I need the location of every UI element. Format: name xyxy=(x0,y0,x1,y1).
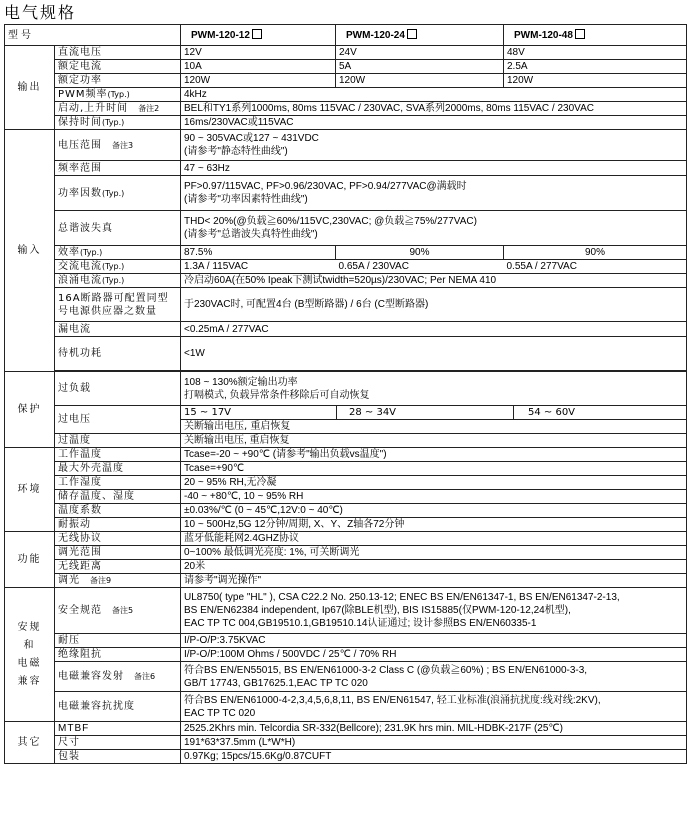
item-label: 温度系数 xyxy=(55,504,181,518)
spec-row xyxy=(5,176,687,211)
spec-row xyxy=(5,116,687,130)
category-others: 其它 xyxy=(5,722,55,764)
checkbox-icon xyxy=(575,29,585,39)
value-cell xyxy=(181,406,687,434)
item-label: 耐振动 xyxy=(55,518,181,532)
value-line: GB/T 17743, GB17625.1,EAC TP TC 020 xyxy=(184,677,368,689)
item-label xyxy=(55,260,181,274)
value-cell: 120W xyxy=(504,74,687,88)
spec-row xyxy=(5,462,687,476)
value-cell: 0~100% 最低调光亮度: 1%, 可关断调光 xyxy=(181,546,687,560)
item-note: 备注5 xyxy=(112,606,134,615)
item-label-text: 效率 xyxy=(58,247,80,258)
spec-row xyxy=(5,736,687,750)
category-line: 电磁 xyxy=(17,657,42,669)
item-label: 工作湿度 xyxy=(55,476,181,490)
value-cell: 0.97Kg; 15pcs/15.6Kg/0.87CUFT xyxy=(181,750,687,764)
item-label xyxy=(55,274,181,288)
item-label xyxy=(55,288,181,322)
value-line: PF>0.97/115VAC, PF>0.96/230VAC, PF>0.94/277VAC@满载时 xyxy=(184,181,467,192)
value-cell: 10A xyxy=(181,60,336,74)
value-cell: 0.65A / 230VAC xyxy=(336,260,504,274)
value-cell: 1.3A / 115VAC xyxy=(181,260,336,274)
value-cell: 87.5% xyxy=(181,246,336,260)
value-line: EAC TP TC 004,GB19510.1,GB19510.14认证通过; 设计参照BS EN/EN60335-1 xyxy=(184,618,537,629)
spec-row xyxy=(5,648,687,662)
value-cell xyxy=(181,176,687,211)
value-line: 关断输出电压, 重启恢复 xyxy=(184,421,291,432)
value-cell: 4kHz xyxy=(181,88,687,102)
item-label-text: 安全规范 xyxy=(58,605,102,616)
value-cell: 16ms/230VAC或115VAC xyxy=(181,116,687,130)
model-name xyxy=(181,25,336,46)
value-cell: 48V xyxy=(504,46,687,60)
value-line: 符合BS EN/EN55015, BS EN/EN61000-3-2 Class C (@负载≧60%) ; BS EN/EN61000-3-3, xyxy=(184,664,588,676)
item-suffix: (Typ.) xyxy=(107,90,130,99)
item-label-text: 保持时间 xyxy=(58,117,102,128)
value-cell: 20 ~ 95% RH,无冷凝 xyxy=(181,476,687,490)
item-label: 直流电压 xyxy=(55,46,181,60)
item-label: 待机功耗 xyxy=(55,337,181,371)
value-cell: I/P-O/P:100M Ohms / 500VDC / 25℃ / 70% RH xyxy=(181,648,687,662)
spec-row xyxy=(5,46,687,60)
item-label: 总谐波失真 xyxy=(55,211,181,246)
value-cell: 24V xyxy=(336,46,504,60)
item-label-text: 调光 xyxy=(58,575,80,586)
spec-row xyxy=(5,211,687,246)
item-label: 额定功率 xyxy=(55,74,181,88)
spec-row xyxy=(5,448,687,462)
category-safety-emc xyxy=(5,588,55,722)
item-label-text: 浪涌电流 xyxy=(58,275,102,286)
spec-row xyxy=(5,750,687,764)
value-cell xyxy=(181,588,687,634)
value-cell: I/P-O/P:3.75KVAC xyxy=(181,634,687,648)
spec-row xyxy=(5,372,687,406)
spec-row xyxy=(5,532,687,546)
model-header-row xyxy=(5,25,687,46)
spec-row xyxy=(5,588,687,634)
item-note: 备注2 xyxy=(138,104,160,113)
page-title: 电气规格 xyxy=(4,3,77,22)
value-line: (请参考"功率因素特性曲线") xyxy=(184,194,308,205)
item-label-text: 启动,上升时间 xyxy=(58,103,129,114)
value-cell: 2.5A xyxy=(504,60,687,74)
value-cell: Tcase=-20 ~ +90℃ (请参考"输出负载vs温度") xyxy=(181,448,687,462)
checkbox-icon xyxy=(252,29,262,39)
category-function: 功能 xyxy=(5,532,55,588)
value-cell: Tcase=+90℃ xyxy=(181,462,687,476)
item-label xyxy=(55,88,181,102)
item-label xyxy=(55,130,181,161)
spec-row xyxy=(5,337,687,371)
value-cell: 0.55A / 277VAC xyxy=(504,260,687,274)
spec-row xyxy=(5,274,687,288)
item-label: 储存温度、湿度 xyxy=(55,490,181,504)
value-cell: 12V xyxy=(181,46,336,60)
value-cell: 120W xyxy=(181,74,336,88)
spec-row xyxy=(5,88,687,102)
item-label-text: 功率因数 xyxy=(58,187,102,199)
item-label-line: 号电源供应器之数量 xyxy=(58,305,157,317)
value-line: EAC TP TC 020 xyxy=(184,707,256,719)
value-cell: 191*63*37.5mm (L*W*H) xyxy=(181,736,687,750)
item-label-line: 16A断路器可配置同型 xyxy=(58,292,169,304)
item-label: 无线距离 xyxy=(55,560,181,574)
spec-row xyxy=(5,161,687,176)
value-cell: 蓝牙低能耗网2.4GHZ协议 xyxy=(181,532,687,546)
item-label: 最大外壳温度 xyxy=(55,462,181,476)
value-cell: <0.25mA / 277VAC xyxy=(181,322,687,337)
category-line: 和 xyxy=(23,639,36,651)
value-cell: ±0.03%/℃ (0 ~ 45℃,12V:0 ~ 40℃) xyxy=(181,504,687,518)
item-label: 过电压 xyxy=(55,406,181,434)
spec-row xyxy=(5,74,687,88)
category-protection: 保护 xyxy=(5,372,55,448)
spec-row xyxy=(5,504,687,518)
item-label xyxy=(55,574,181,588)
value-cell: 20米 xyxy=(181,560,687,574)
item-suffix: (Typ.) xyxy=(102,262,125,271)
value-cell: 冷启动60A(在50% Ipeak下测试twidth=520µs)/230VAC; Per NEMA 410 xyxy=(181,274,687,288)
spec-row xyxy=(5,246,687,260)
item-note: 备注9 xyxy=(90,576,112,585)
value-line: THD< 20%(@负载≧60%/115VC,230VAC; @负载≧75%/277VAC) xyxy=(184,216,477,227)
checkbox-icon xyxy=(407,29,417,39)
spec-row xyxy=(5,574,687,588)
value-line: 108 ~ 130%额定输出功率 xyxy=(184,376,298,388)
item-label: MTBF xyxy=(55,722,181,736)
spec-row xyxy=(5,130,687,161)
category-line: 安规 xyxy=(17,621,42,633)
model-name xyxy=(504,25,687,46)
item-label-text: 电压范围 xyxy=(58,139,102,151)
value-cell: 关断输出电压, 重启恢复 xyxy=(181,434,687,448)
ovp-value: 15 ~ 17V xyxy=(181,406,337,419)
value-cell: BEL和TY1系列1000ms, 80ms 115VAC / 230VAC, SVA系列2000ms, 80ms 115VAC / 230VAC xyxy=(181,102,687,116)
model-name-text: PWM-120-12 xyxy=(191,29,250,41)
spec-row xyxy=(5,260,687,274)
spec-row xyxy=(5,476,687,490)
spec-row xyxy=(5,560,687,574)
category-output: 输出 xyxy=(5,46,55,130)
item-label-text: 电磁兼容发射 xyxy=(58,671,124,682)
item-label xyxy=(55,102,181,116)
value-cell xyxy=(181,372,687,406)
item-label xyxy=(55,662,181,692)
category-environment: 环境 xyxy=(5,448,55,532)
item-label xyxy=(55,588,181,634)
value-cell: 120W xyxy=(336,74,504,88)
item-note: 备注6 xyxy=(134,672,156,681)
model-name xyxy=(336,25,504,46)
spec-row xyxy=(5,322,687,337)
item-label: 频率范围 xyxy=(55,161,181,176)
spec-row xyxy=(5,546,687,560)
item-label: 过负载 xyxy=(55,372,181,406)
value-cell: 10 ~ 500Hz,5G 12分钟/周期, X、Y、Z轴各72分钟 xyxy=(181,518,687,532)
item-label: 电磁兼容抗扰度 xyxy=(55,692,181,722)
item-suffix: (Typ.) xyxy=(80,248,103,257)
item-label: 无线协议 xyxy=(55,532,181,546)
value-cell xyxy=(181,662,687,692)
item-note: 备注3 xyxy=(112,140,134,150)
item-label: 耐压 xyxy=(55,634,181,648)
item-label: 漏电流 xyxy=(55,322,181,337)
item-label: 调光范围 xyxy=(55,546,181,560)
value-line: 90 ~ 305VAC或127 ~ 431VDC xyxy=(184,133,319,144)
value-line: 打嗝模式, 负载异常条件移除后可自动恢复 xyxy=(184,389,370,401)
spec-row xyxy=(5,288,687,322)
item-label-text: 交流电流 xyxy=(58,261,102,272)
spec-row xyxy=(5,102,687,116)
ovp-value: 28 ~ 34V xyxy=(337,406,514,419)
value-cell: 请参考"调光操作" xyxy=(181,574,687,588)
spec-row xyxy=(5,434,687,448)
spec-row xyxy=(5,60,687,74)
item-suffix: (Typ.) xyxy=(102,118,125,127)
value-cell: 47 ~ 63Hz xyxy=(181,161,687,176)
model-header-label: 型号 xyxy=(5,25,181,46)
value-cell: 90% xyxy=(336,246,504,260)
item-label: 绝缘阻抗 xyxy=(55,648,181,662)
item-label: 工作温度 xyxy=(55,448,181,462)
spec-row xyxy=(5,518,687,532)
spec-row xyxy=(5,634,687,648)
ovp-value: 54 ~ 60V xyxy=(528,407,576,418)
category-line: 兼容 xyxy=(17,675,42,687)
value-cell: 5A xyxy=(336,60,504,74)
value-line: UL8750( type "HL" ), CSA C22.2 No. 250.13-12; ENEC BS EN/EN61347-1, BS EN/EN61347-2-13, xyxy=(184,592,620,603)
value-cell xyxy=(181,692,687,722)
model-name-text: PWM-120-24 xyxy=(346,29,405,41)
item-label: 包装 xyxy=(55,750,181,764)
value-cell: 2525.2Khrs min. Telcordia SR-332(Bellcore); 231.9K hrs min. MIL-HDBK-217F (25℃) xyxy=(181,722,687,736)
item-suffix: (Typ.) xyxy=(102,188,125,198)
value-cell: <1W xyxy=(181,337,687,371)
spec-row xyxy=(5,662,687,692)
spec-row xyxy=(5,692,687,722)
value-cell: 90% xyxy=(504,246,687,260)
value-line: (请参考"静态特性曲线") xyxy=(184,146,288,157)
item-label: 额定电流 xyxy=(55,60,181,74)
value-line: BS EN/EN62384 independent, Ip67(除BLE机型), BIS IS15885(仅PWM-120-12,24机型), xyxy=(184,605,571,616)
value-cell: -40 ~ +80℃, 10 ~ 95% RH xyxy=(181,490,687,504)
value-cell xyxy=(181,211,687,246)
item-label: 过温度 xyxy=(55,434,181,448)
item-label xyxy=(55,116,181,130)
item-label xyxy=(55,176,181,211)
item-label xyxy=(55,246,181,260)
value-cell: 于230VAC时, 可配置4台 (B型断路器) / 6台 (C型断路器) xyxy=(181,288,687,322)
spec-row xyxy=(5,722,687,736)
value-line: 符合BS EN/EN61000-4-2,3,4,5,6,8,11, BS EN/EN61547, 轻工业标准(浪涌抗扰度:线对线:2KV), xyxy=(184,694,601,706)
item-suffix: (Typ.) xyxy=(102,276,125,285)
spec-row xyxy=(5,406,687,434)
model-name-text: PWM-120-48 xyxy=(514,29,573,41)
category-input: 输入 xyxy=(5,130,55,372)
item-label: 尺寸 xyxy=(55,736,181,750)
spec-table xyxy=(4,24,687,764)
value-cell xyxy=(181,130,687,161)
value-line: (请参考"总谐波失真特性曲线") xyxy=(184,229,318,240)
spec-row xyxy=(5,490,687,504)
item-label-text: PWM频率 xyxy=(58,89,108,100)
